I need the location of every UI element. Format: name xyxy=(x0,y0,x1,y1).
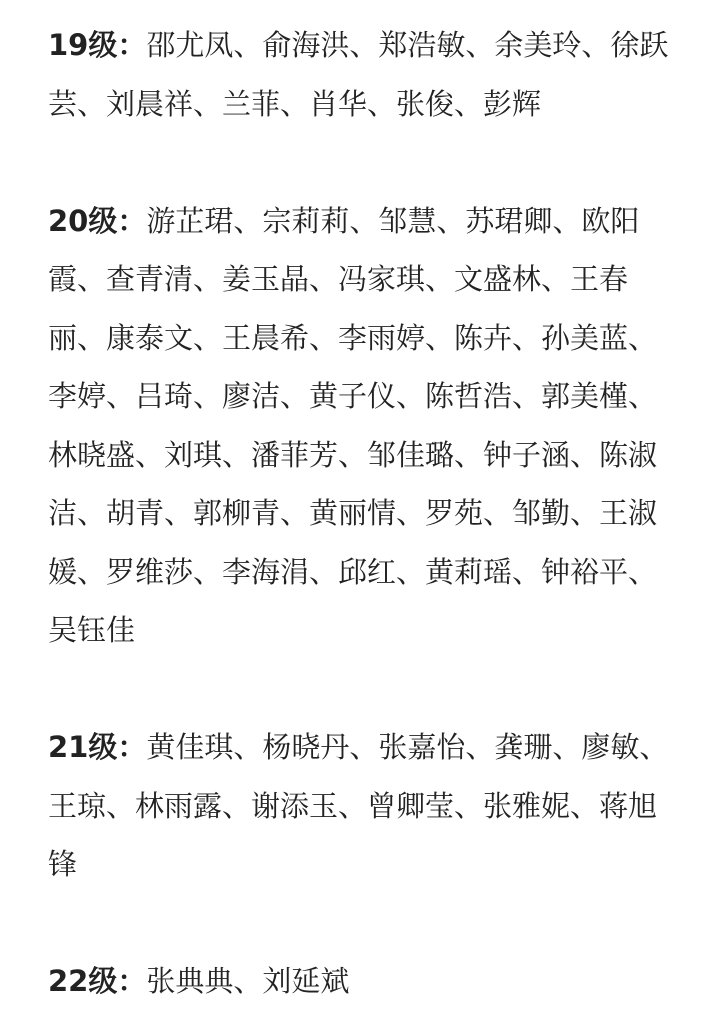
name-list: 游芷珺、宗莉莉、邹慧、苏珺卿、欧阳霞、查青清、姜玉晶、冯家琪、文盛林、王春丽、康泰文、王晨希、李雨婷、陈卉、孙美蓝、李婷、吕琦、廖洁、黄子仪、陈哲浩、郭美槿、林晓盛、刘琪、潘菲芳、邹佳璐、钟子涵、陈淑洁、胡青、郭柳青、黄丽情、罗苑、邹勤、王淑媛、罗维莎、李海涓、邱红、黄莉瑶、钟裕平、吴钰佳 xyxy=(48,203,658,647)
grade-section-20 xyxy=(48,192,678,660)
grade-label: 19级： xyxy=(48,28,147,62)
name-list-document xyxy=(48,16,678,1011)
grade-label: 21级： xyxy=(48,730,147,764)
name-list: 黄佳琪、杨晓丹、张嘉怡、龚珊、廖敏、王琼、林雨露、谢添玉、曾卿莹、张雅妮、蒋旭锋 xyxy=(48,730,669,881)
grade-section-21 xyxy=(48,718,678,894)
grade-section-22 xyxy=(48,952,678,1011)
grade-label: 20级： xyxy=(48,203,147,238)
grade-section-19 xyxy=(48,16,678,133)
name-list: 邵尤凤、俞海洪、郑浩敏、余美玲、徐跃芸、刘晨祥、兰菲、肖华、张俊、彭辉 xyxy=(48,28,669,121)
name-list: 张典典、刘延斌 xyxy=(146,964,350,998)
grade-label: 22级： xyxy=(48,964,147,998)
